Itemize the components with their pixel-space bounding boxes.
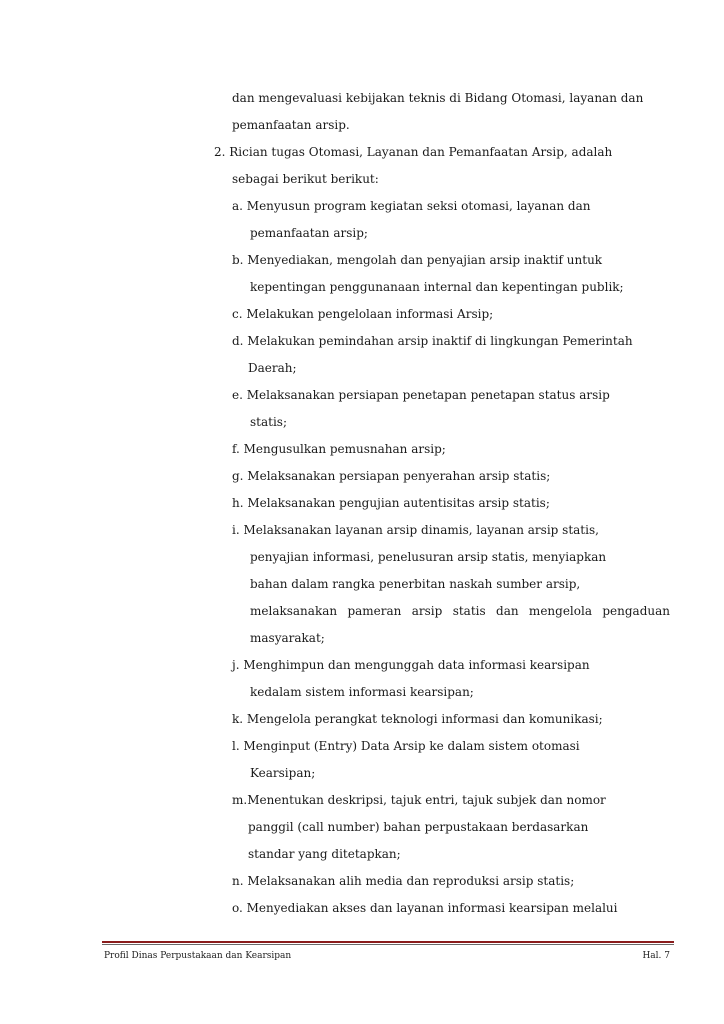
footer-divider-red bbox=[102, 941, 674, 943]
item-a-line-2: pemanfaatan arsip; bbox=[250, 226, 368, 240]
item-b-line-1: b. Menyediakan, mengolah dan penyajian arsip inaktif untuk bbox=[232, 253, 603, 267]
item-d-line-1: d. Melakukan pemindahan arsip inaktif di lingkungan Pemerintah bbox=[232, 334, 633, 348]
item-m-line-2: panggil (call number) bahan perpustakaan berdasarkan bbox=[248, 820, 589, 834]
item-l-line-1: l. Menginput (Entry) Data Arsip ke dalam sistem otomasi bbox=[232, 739, 580, 753]
item-f-line-1: f. Mengusulkan pemusnahan arsip; bbox=[232, 442, 446, 456]
intro-line-1: dan mengevaluasi kebijakan teknis di Bidang Otomasi, layanan dan bbox=[232, 91, 644, 105]
intro-line-2: pemanfaatan arsip. bbox=[232, 118, 350, 132]
footer-title: Profil Dinas Perpustakaan dan Kearsipan bbox=[104, 951, 292, 961]
item-m-line-1: m.Menentukan deskripsi, tajuk entri, tajuk subjek dan nomor bbox=[232, 793, 606, 807]
item-i-line-2: penyajian informasi, penelusuran arsip statis, menyiapkan bbox=[250, 550, 607, 564]
item-i-line-3: bahan dalam rangka penerbitan naskah sumber arsip, bbox=[250, 577, 581, 591]
item-d-line-2: Daerah; bbox=[248, 361, 297, 375]
item-m-line-3: standar yang ditetapkan; bbox=[248, 847, 401, 861]
item-e-line-1: e. Melaksanakan persiapan penetapan penetapan status arsip bbox=[232, 388, 610, 402]
item-2-line-1: 2. Rician tugas Otomasi, Layanan dan Pemanfaatan Arsip, adalah bbox=[214, 145, 613, 159]
item-k-line-1: k. Mengelola perangkat teknologi informasi dan komunikasi; bbox=[232, 712, 603, 726]
item-j-line-1: j. Menghimpun dan mengunggah data informasi kearsipan bbox=[232, 658, 590, 672]
item-a-line-1: a. Menyusun program kegiatan seksi otomasi, layanan dan bbox=[232, 199, 591, 213]
item-e-line-2: statis; bbox=[250, 415, 287, 429]
footer-divider-gray bbox=[102, 944, 674, 945]
item-n-line-1: n. Melaksanakan alih media dan reproduksi arsip statis; bbox=[232, 874, 575, 888]
item-o-line-1: o. Menyediakan akses dan layanan informasi kearsipan melalui bbox=[232, 901, 618, 915]
item-i-line-4: melaksanakan pameran arsip statis dan mengelola pengaduan bbox=[250, 604, 670, 618]
item-2-line-2: sebagai berikut berikut: bbox=[232, 172, 379, 186]
item-i-line-1: i. Melaksanakan layanan arsip dinamis, layanan arsip statis, bbox=[232, 523, 599, 537]
page-number: Hal. 7 bbox=[642, 951, 670, 961]
item-g-line-1: g. Melaksanakan persiapan penyerahan arsip statis; bbox=[232, 469, 551, 483]
item-l-line-2: Kearsipan; bbox=[250, 766, 316, 780]
item-i-line-5: masyarakat; bbox=[250, 631, 325, 645]
item-b-line-2: kepentingan penggunanaan internal dan kepentingan publik; bbox=[250, 280, 624, 294]
item-j-line-2: kedalam sistem informasi kearsipan; bbox=[250, 685, 474, 699]
item-h-line-1: h. Melaksanakan pengujian autentisitas arsip statis; bbox=[232, 496, 550, 510]
item-c-line-1: c. Melakukan pengelolaan informasi Arsip; bbox=[232, 307, 494, 321]
